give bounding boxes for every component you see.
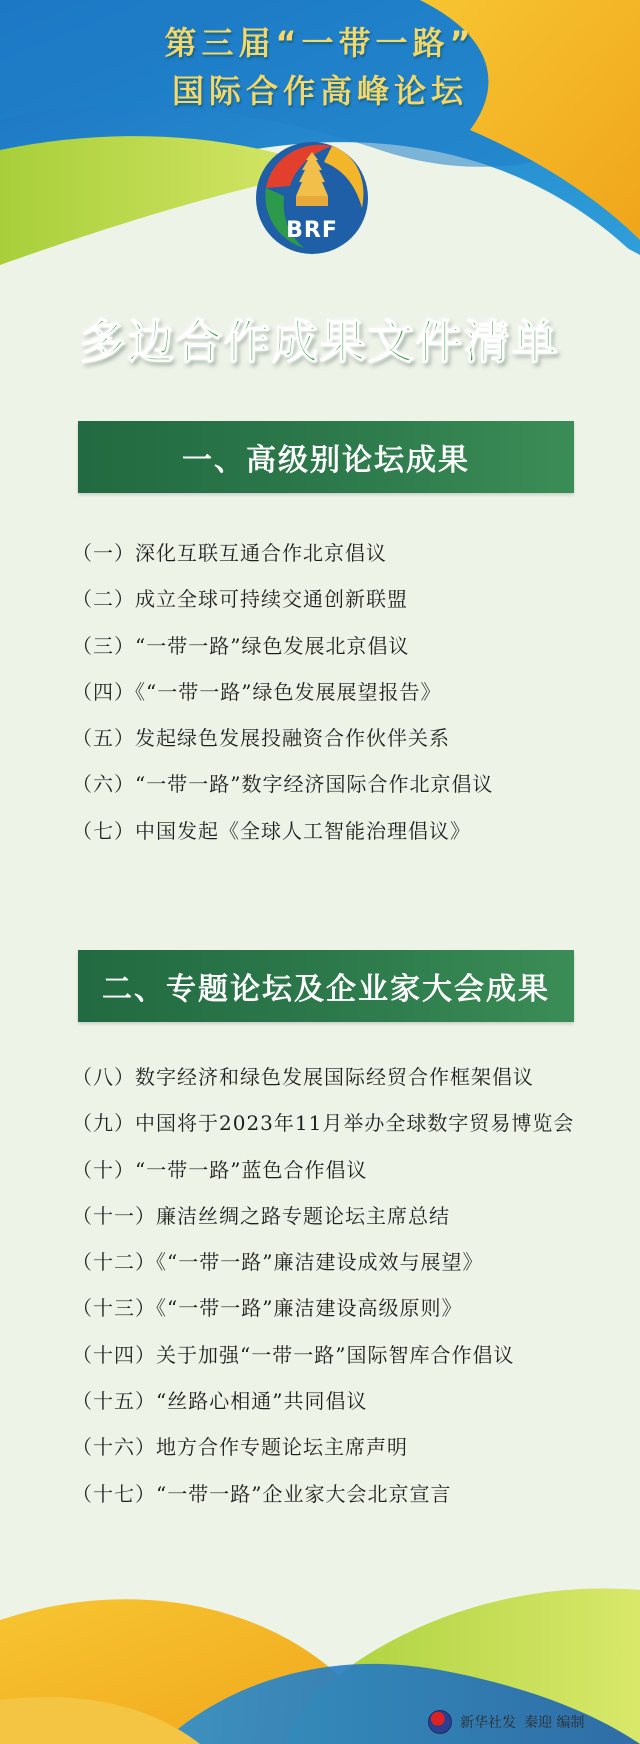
list-item-text: （九）中国将于2023年11月举办全球数字贸易博览会 (72, 1111, 575, 1136)
list-item-text: （十七）“一带一路”企业家大会北京宣言 (72, 1481, 452, 1506)
list-item (72, 1378, 574, 1424)
list-item-text: （十一）廉洁丝绸之路专题论坛主席总结 (72, 1203, 450, 1228)
forum-title-line-1: 第三届“一带一路” (164, 24, 476, 62)
list-item-text: （十三）《“一带一路”廉洁建设高级原则》 (72, 1296, 463, 1321)
list-item-text: （十五）“丝路心相通”共同倡议 (72, 1389, 368, 1414)
list-item (72, 808, 493, 854)
forum-title-line-2: 国际合作高峰论坛 (171, 72, 468, 110)
list-item (72, 761, 493, 807)
list-item (72, 1285, 574, 1331)
xinhua-logo-icon (428, 1710, 452, 1734)
list-item (72, 669, 493, 715)
list-item (72, 530, 493, 576)
list-item (72, 576, 493, 622)
list-item (72, 1054, 574, 1100)
list-item (72, 1471, 574, 1517)
list-item-text: （二）成立全球可持续交通创新联盟 (72, 587, 408, 612)
list-item-text: （三）“一带一路”绿色发展北京倡议 (72, 633, 410, 658)
credit-author: 秦迎 编制 (524, 1715, 585, 1731)
list-item (72, 1147, 574, 1193)
list-item (72, 1332, 574, 1378)
list-item-text: （十四）关于加强“一带一路”国际智库合作倡议 (72, 1342, 515, 1367)
list-item-text: （八）数字经济和绿色发展国际经贸合作框架倡议 (72, 1065, 534, 1089)
main-heading: 多边合作成果文件清单 (80, 315, 560, 369)
high-level-outcomes-list (72, 530, 493, 854)
list-item (72, 1424, 574, 1470)
list-item (72, 623, 493, 669)
list-item-text: （四）《“一带一路”绿色发展展望报告》 (72, 679, 442, 704)
thematic-outcomes-list (72, 1054, 574, 1517)
list-item (72, 715, 493, 761)
section-heading-high-level-forum: 一、高级别论坛成果 (78, 421, 574, 493)
brf-logo (252, 130, 372, 260)
section-heading-thematic-forums: 二、专题论坛及企业家大会成果 (78, 950, 574, 1022)
list-item-text: （五）发起绿色发展投融资合作伙伴关系 (72, 726, 450, 751)
credit-agency: 新华社发 (460, 1715, 516, 1731)
credit-line (428, 1710, 584, 1734)
brf-logo-text: BRF (286, 218, 338, 243)
list-item (72, 1100, 574, 1146)
list-item (72, 1193, 574, 1239)
list-item-text: （六）“一带一路”数字经济国际合作北京倡议 (72, 772, 494, 797)
list-item-text: （十六）地方合作专题论坛主席声明 (72, 1435, 408, 1460)
list-item-text: （十）“一带一路”蓝色合作倡议 (72, 1157, 368, 1182)
list-item-text: （七）中国发起《全球人工智能治理倡议》 (72, 818, 471, 843)
list-item (72, 1239, 574, 1285)
list-item-text: （一）深化互联互通合作北京倡议 (72, 541, 387, 565)
list-item-text: （十二）《“一带一路”廉洁建设成效与展望》 (72, 1250, 484, 1275)
